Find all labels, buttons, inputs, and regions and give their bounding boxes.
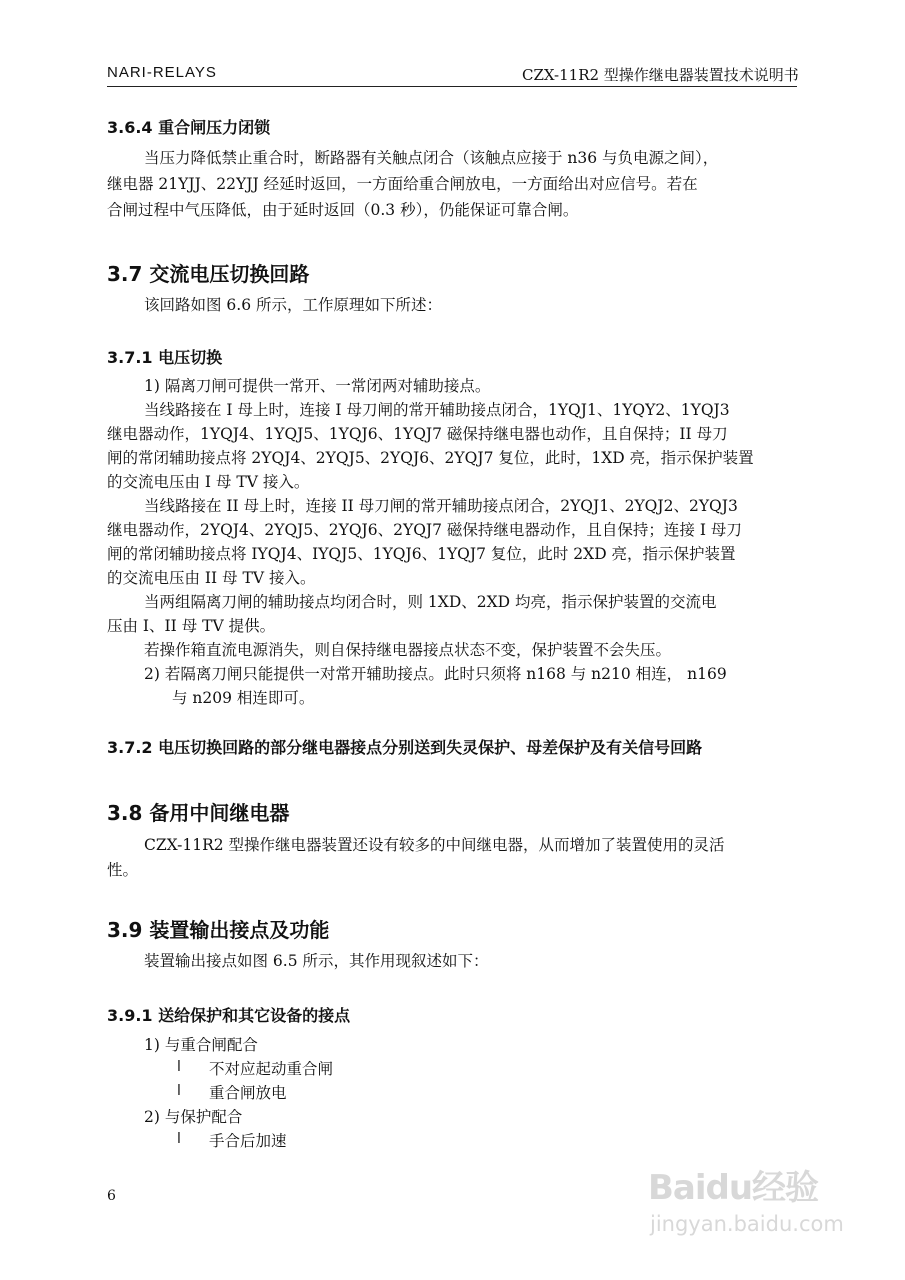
heading-3-7-2: 3.7.2 电压切换回路的部分继电器接点分别送到失灵保护、母差保护及有关信号回路 [107,738,703,757]
heading-3-6-4: 3.6.4 重合闸压力闭锁 [107,118,271,137]
paragraph-line: 装置输出接点如图 6.5 所示，其作用现叙述如下： [144,952,489,970]
header-left-brand: NARI-RELAYS [107,64,217,81]
bullet-marker: l [177,1059,181,1075]
page-number: 6 [107,1188,116,1204]
paragraph-line: 当压力降低禁止重合时，断路器有关触点闭合（该触点应接于 n36 与负电源之间）， [144,149,719,167]
paragraph-line: 该回路如图 6.6 所示，工作原理如下所述： [144,296,443,314]
watermark-logo: Baidu经验 [648,1168,819,1208]
paragraph-line: 的交流电压由 I 母 TV 接入。 [107,473,310,491]
paragraph-line: CZX-11R2 型操作继电器装置还设有较多的中间继电器，从而增加了装置使用的灵活 [144,836,725,854]
list-item: 1) 与重合闸配合 [144,1036,258,1054]
paragraph-line: 继电器动作，2YQJ4、2YQJ5、2YQJ6、2YQJ7 磁保持继电器动作，且自保持；连接 I 母刀 [107,521,742,539]
heading-3-9: 3.9 装置输出接点及功能 [107,918,330,942]
header-right-title: CZX-11R2 型操作继电器装置技术说明书 [522,66,799,84]
heading-3-8: 3.8 备用中间继电器 [107,801,290,825]
paragraph-line: 当线路接在 I 母上时，连接 I 母刀闸的常开辅助接点闭合，1YQJ1、1YQY2、1YQJ3 [144,401,730,419]
bullet-marker: l [177,1083,181,1099]
list-item: 1) 隔离刀闸可提供一常开、一常闭两对辅助接点。 [144,377,491,395]
sub-list-item: 重合闸放电 [209,1084,287,1102]
paragraph-line: 当两组隔离刀闸的辅助接点均闭合时，则 1XD、2XD 均亮，指示保护装置的交流电 [144,593,717,611]
watermark-url: jingyan.baidu.com [650,1212,844,1236]
heading-3-7-1: 3.7.1 电压切换 [107,348,223,367]
bullet-marker: l [177,1131,181,1147]
heading-3-7: 3.7 交流电压切换回路 [107,262,310,286]
baidu-watermark [648,1160,848,1250]
paragraph-line: 继电器动作，1YQJ4、1YQJ5、1YQJ6、1YQJ7 磁保持继电器也动作，且自保持；II 母刀 [107,425,728,443]
paragraph-line: 的交流电压由 II 母 TV 接入。 [107,569,316,587]
paragraph-line: 压由 I、II 母 TV 提供。 [107,617,276,635]
sub-list-item: 不对应起动重合闸 [209,1060,334,1078]
heading-3-9-1: 3.9.1 送给保护和其它设备的接点 [107,1006,351,1025]
paragraph-line: 若操作箱直流电源消失，则自保持继电器接点状态不变，保护装置不会失压。 [144,641,672,659]
header-divider [107,86,797,87]
list-item: 2) 若隔离刀闸只能提供一对常开辅助接点。此时只须将 n168 与 n210 相连， n169 [144,665,727,683]
paragraph-line: 闸的常闭辅助接点将 2YQJ4、2YQJ5、2YQJ6、2YQJ7 复位，此时，1XD 亮，指示保护装置 [107,449,754,467]
paragraph-line: 合闸过程中气压降低，由于延时返回（0.3 秒），仍能保证可靠合闸。 [107,201,579,219]
paragraph-line: 闸的常闭辅助接点将 IYQJ4、IYQJ5、1YQJ6、1YQJ7 复位，此时 2XD 亮，指示保护装置 [107,545,736,563]
paragraph-line: 继电器 21YJJ、22YJJ 经延时返回，一方面给重合闸放电，一方面给出对应信号。若在 [107,175,698,193]
paragraph-line: 与 n209 相连即可。 [172,689,315,707]
paragraph-line: 当线路接在 II 母上时，连接 II 母刀闸的常开辅助接点闭合，2YQJ1、2YQJ2、2YQJ3 [144,497,738,515]
sub-list-item: 手合后加速 [209,1132,287,1150]
paragraph-line: 性。 [107,861,139,879]
list-item: 2) 与保护配合 [144,1108,243,1126]
